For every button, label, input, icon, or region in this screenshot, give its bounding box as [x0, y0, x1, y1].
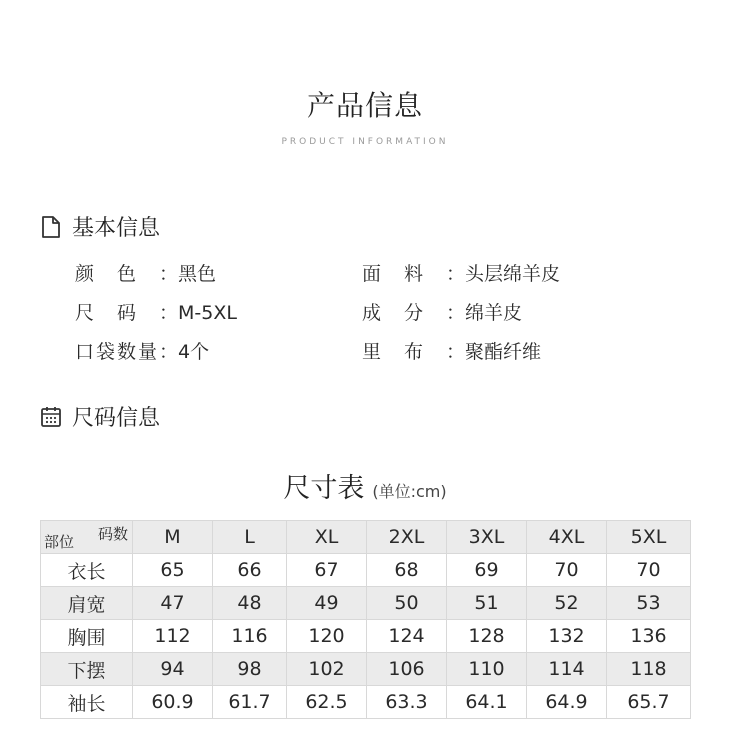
- size-table-title: [0, 466, 730, 505]
- info-label: 里布：: [362, 341, 465, 363]
- size-info-title: 尺码信息: [72, 406, 161, 431]
- size-header-cell: 3XL: [447, 521, 527, 554]
- info-label: 成分：: [362, 302, 465, 324]
- value-cell: 120: [287, 620, 367, 653]
- part-cell: 衣长: [41, 554, 133, 587]
- info-value: 黑色: [178, 263, 217, 285]
- calendar-icon: [40, 405, 62, 429]
- value-cell: 49: [287, 587, 367, 620]
- value-cell: 52: [527, 587, 607, 620]
- value-cell: 51: [447, 587, 527, 620]
- info-row-size: [75, 298, 237, 325]
- part-cell: 肩宽: [41, 587, 133, 620]
- value-cell: 106: [367, 653, 447, 686]
- size-table: [40, 520, 691, 719]
- value-cell: 65: [133, 554, 213, 587]
- part-cell: 胸围: [41, 620, 133, 653]
- page-subtitle: PRODUCT INFORMATION: [281, 137, 449, 147]
- info-value: 头层绵羊皮: [465, 263, 561, 285]
- value-cell: 70: [607, 554, 691, 587]
- value-cell: 118: [607, 653, 691, 686]
- table-row: [41, 587, 691, 620]
- size-table-title-text: 尺寸表: [283, 473, 365, 504]
- info-value: 4个: [178, 341, 210, 363]
- size-header-cell: XL: [287, 521, 367, 554]
- value-cell: 63.3: [367, 686, 447, 719]
- size-table-unit: (单位:cm): [372, 482, 447, 501]
- size-header-cell: L: [213, 521, 287, 554]
- info-row-fabric: [362, 259, 560, 286]
- table-corner-cell: [41, 521, 133, 554]
- value-cell: 48: [213, 587, 287, 620]
- value-cell: 112: [133, 620, 213, 653]
- value-cell: 69: [447, 554, 527, 587]
- table-row: [41, 620, 691, 653]
- value-cell: 116: [213, 620, 287, 653]
- value-cell: 62.5: [287, 686, 367, 719]
- info-row-lining: [362, 337, 541, 364]
- value-cell: 70: [527, 554, 607, 587]
- size-header-cell: M: [133, 521, 213, 554]
- size-table-header-row: [41, 521, 691, 554]
- value-cell: 50: [367, 587, 447, 620]
- size-info-heading: [40, 401, 160, 432]
- size-header-cell: 2XL: [367, 521, 447, 554]
- value-cell: 132: [527, 620, 607, 653]
- value-cell: 114: [527, 653, 607, 686]
- page-title: 产品信息: [306, 89, 423, 122]
- value-cell: 124: [367, 620, 447, 653]
- info-value: M-5XL: [178, 302, 237, 324]
- value-cell: 98: [213, 653, 287, 686]
- value-cell: 94: [133, 653, 213, 686]
- size-header-cell: 4XL: [527, 521, 607, 554]
- part-cell: 袖长: [41, 686, 133, 719]
- info-label: 尺码：: [75, 302, 178, 324]
- info-value: 聚酯纤维: [465, 341, 542, 363]
- value-cell: 64.1: [447, 686, 527, 719]
- document-icon: [40, 215, 62, 239]
- basic-info-title: 基本信息: [72, 216, 161, 241]
- value-cell: 128: [447, 620, 527, 653]
- basic-info-heading: [40, 211, 160, 242]
- value-cell: 67: [287, 554, 367, 587]
- value-cell: 64.9: [527, 686, 607, 719]
- value-cell: 136: [607, 620, 691, 653]
- value-cell: 47: [133, 587, 213, 620]
- table-row: [41, 554, 691, 587]
- value-cell: 53: [607, 587, 691, 620]
- value-cell: 61.7: [213, 686, 287, 719]
- info-row-pockets: [75, 337, 209, 364]
- corner-size-label: 码数: [97, 525, 128, 543]
- info-row-color: [75, 259, 216, 286]
- table-row: [41, 653, 691, 686]
- value-cell: 68: [367, 554, 447, 587]
- info-label: 口袋数量：: [75, 341, 178, 363]
- value-cell: 110: [447, 653, 527, 686]
- part-cell: 下摆: [41, 653, 133, 686]
- table-row: [41, 686, 691, 719]
- value-cell: 102: [287, 653, 367, 686]
- value-cell: 65.7: [607, 686, 691, 719]
- info-row-composition: [362, 298, 522, 325]
- size-header-cell: 5XL: [607, 521, 691, 554]
- info-value: 绵羊皮: [465, 302, 523, 324]
- info-label: 面料：: [362, 263, 465, 285]
- value-cell: 66: [213, 554, 287, 587]
- value-cell: 60.9: [133, 686, 213, 719]
- corner-part-label: 部位: [44, 533, 75, 551]
- info-label: 颜色：: [75, 263, 178, 285]
